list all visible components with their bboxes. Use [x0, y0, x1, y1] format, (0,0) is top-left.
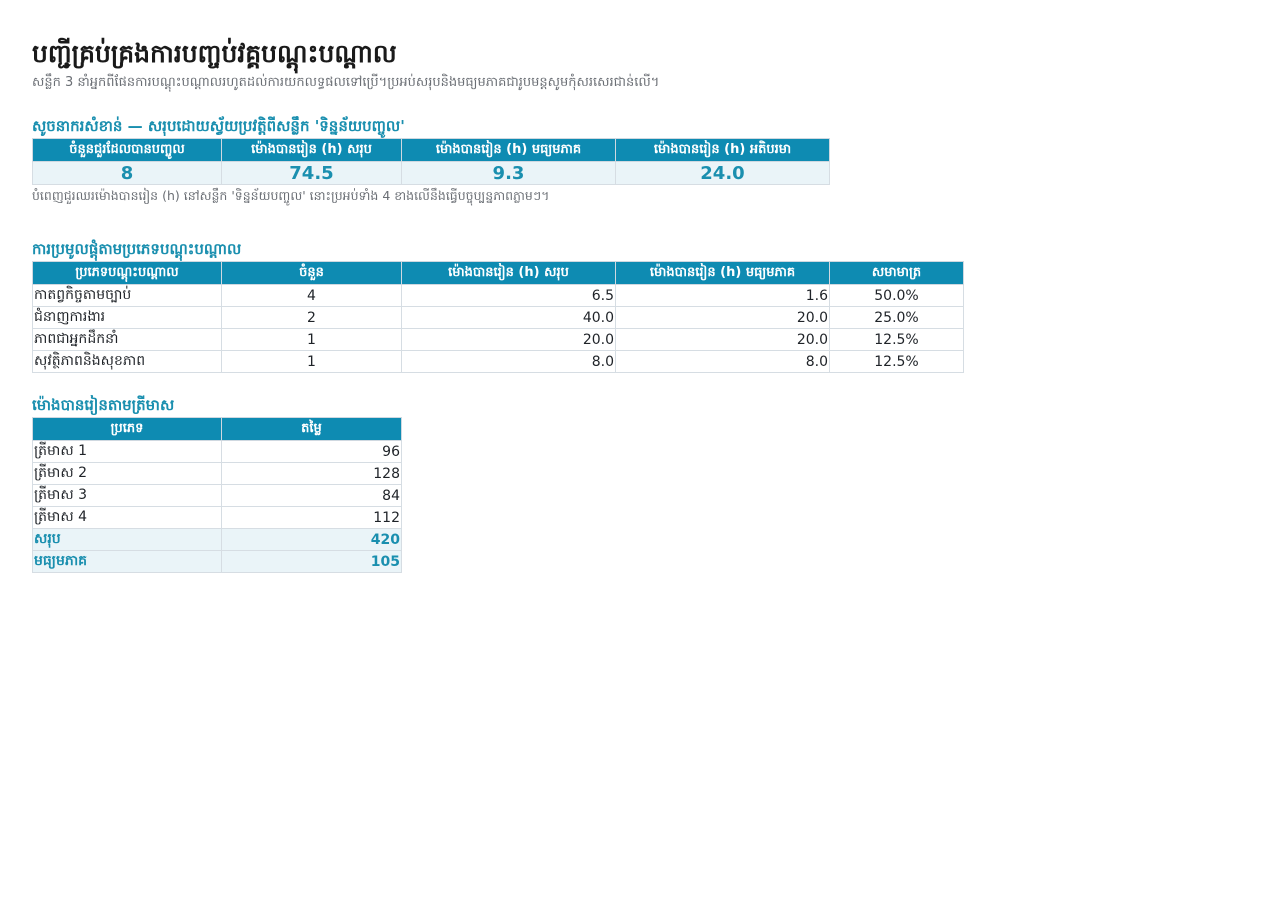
training-type-cell[interactable]: ជំនាញការងារ	[33, 307, 222, 329]
kpi-header-rows-count[interactable]: ចំនួនជួរដែលបានបញ្ចូល	[33, 139, 222, 162]
by-type-header-row	[33, 262, 964, 285]
ratio-cell[interactable]: 12.5%	[830, 351, 964, 373]
table-row	[33, 485, 402, 507]
table-row	[33, 285, 964, 307]
average-hours-cell[interactable]: 1.6	[616, 285, 830, 307]
table-row	[33, 507, 402, 529]
header-category[interactable]: ប្រភេទ	[33, 418, 222, 441]
kpi-total-hours[interactable]: 74.5	[222, 162, 402, 185]
header-total-hours[interactable]: ម៉ោងបានរៀន (h) សរុប	[402, 262, 616, 285]
table-row	[33, 307, 964, 329]
total-hours-cell[interactable]: 20.0	[402, 329, 616, 351]
kpi-header-max-hours[interactable]: ម៉ោងបានរៀន (h) អតិបរមា	[616, 139, 830, 162]
table-row	[33, 351, 964, 373]
header-count[interactable]: ចំនួន	[222, 262, 402, 285]
kpi-average-hours[interactable]: 9.3	[402, 162, 616, 185]
quarter-label-cell[interactable]: ត្រីមាស 4	[33, 507, 222, 529]
table-row	[33, 329, 964, 351]
kpi-max-hours[interactable]: 24.0	[616, 162, 830, 185]
table-row	[33, 441, 402, 463]
quarter-label-cell[interactable]: ត្រីមាស 3	[33, 485, 222, 507]
page-subtitle: សន្លឹក 3 នាំអ្នកពីផែនការបណ្តុះបណ្តាលរហូតដល់ការយកលទ្ធផលទៅប្រើ។ប្រអប់សរុបនិងមធ្យមភាគជារូបមន្តសូមកុំសរសេរជាន់លើ។	[32, 75, 660, 90]
ratio-cell[interactable]: 12.5%	[830, 329, 964, 351]
total-hours-cell[interactable]: 40.0	[402, 307, 616, 329]
total-hours-cell[interactable]: 8.0	[402, 351, 616, 373]
kpi-header-row	[33, 139, 830, 162]
total-hours-cell[interactable]: 6.5	[402, 285, 616, 307]
training-type-cell[interactable]: សុវត្ថិភាពនិងសុខភាព	[33, 351, 222, 373]
total-row	[33, 529, 402, 551]
header-ratio[interactable]: សមាមាត្រ	[830, 262, 964, 285]
table-row	[33, 463, 402, 485]
quarter-value-cell[interactable]: 84	[222, 485, 402, 507]
by-quarter-table	[32, 417, 402, 573]
kpi-header-average-hours[interactable]: ម៉ោងបានរៀន (h) មធ្យមភាគ	[402, 139, 616, 162]
ratio-cell[interactable]: 25.0%	[830, 307, 964, 329]
by-quarter-section-title: ម៉ោងបានរៀនតាមត្រីមាស	[32, 396, 175, 414]
header-average-hours[interactable]: ម៉ោងបានរៀន (h) មធ្យមភាគ	[616, 262, 830, 285]
quarter-value-cell[interactable]: 112	[222, 507, 402, 529]
average-row	[33, 551, 402, 573]
count-cell[interactable]: 2	[222, 307, 402, 329]
summary-note: បំពេញជួរឈរម៉ោងបានរៀន (h) នៅសន្លឹក 'ទិន្នន័យបញ្ចូល' នោះប្រអប់ទាំង 4 ខាងលើនឹងធ្វើបច្ចុប្បន្នភាពភ្លាមៗ។	[32, 188, 550, 203]
average-label-cell[interactable]: មធ្យមភាគ	[33, 551, 222, 573]
quarter-label-cell[interactable]: ត្រីមាស 2	[33, 463, 222, 485]
training-type-cell[interactable]: ភាពជាអ្នកដឹកនាំ	[33, 329, 222, 351]
quarter-value-cell[interactable]: 96	[222, 441, 402, 463]
ratio-cell[interactable]: 50.0%	[830, 285, 964, 307]
count-cell[interactable]: 4	[222, 285, 402, 307]
count-cell[interactable]: 1	[222, 329, 402, 351]
average-hours-cell[interactable]: 20.0	[616, 307, 830, 329]
header-training-type[interactable]: ប្រភេទបណ្តុះបណ្តាល	[33, 262, 222, 285]
by-type-table	[32, 261, 964, 373]
average-hours-cell[interactable]: 8.0	[616, 351, 830, 373]
kpi-value-row	[33, 162, 830, 185]
kpi-table	[32, 138, 830, 185]
quarter-value-cell[interactable]: 128	[222, 463, 402, 485]
count-cell[interactable]: 1	[222, 351, 402, 373]
kpi-header-total-hours[interactable]: ម៉ោងបានរៀន (h) សរុប	[222, 139, 402, 162]
average-hours-cell[interactable]: 20.0	[616, 329, 830, 351]
total-label-cell[interactable]: សរុប	[33, 529, 222, 551]
by-type-section-title: ការប្រមូលផ្តុំតាមប្រភេទបណ្តុះបណ្តាល	[32, 240, 242, 258]
training-type-cell[interactable]: កាតព្វកិច្ចតាមច្បាប់	[33, 285, 222, 307]
total-value-cell[interactable]: 420	[222, 529, 402, 551]
average-value-cell[interactable]: 105	[222, 551, 402, 573]
summary-section-title: សូចនាករសំខាន់ — សរុបដោយស្វ័យប្រវត្តិពីសន្លឹក 'ទិន្នន័យបញ្ចូល'	[32, 117, 405, 135]
header-value[interactable]: តម្លៃ	[222, 418, 402, 441]
page-title: បញ្ជីគ្រប់គ្រងការបញ្ចប់វគ្គបណ្តុះបណ្តាល	[32, 39, 397, 68]
report-sheet	[32, 36, 1232, 573]
quarter-label-cell[interactable]: ត្រីមាស 1	[33, 441, 222, 463]
by-quarter-header-row	[33, 418, 402, 441]
kpi-rows-count[interactable]: 8	[33, 162, 222, 185]
